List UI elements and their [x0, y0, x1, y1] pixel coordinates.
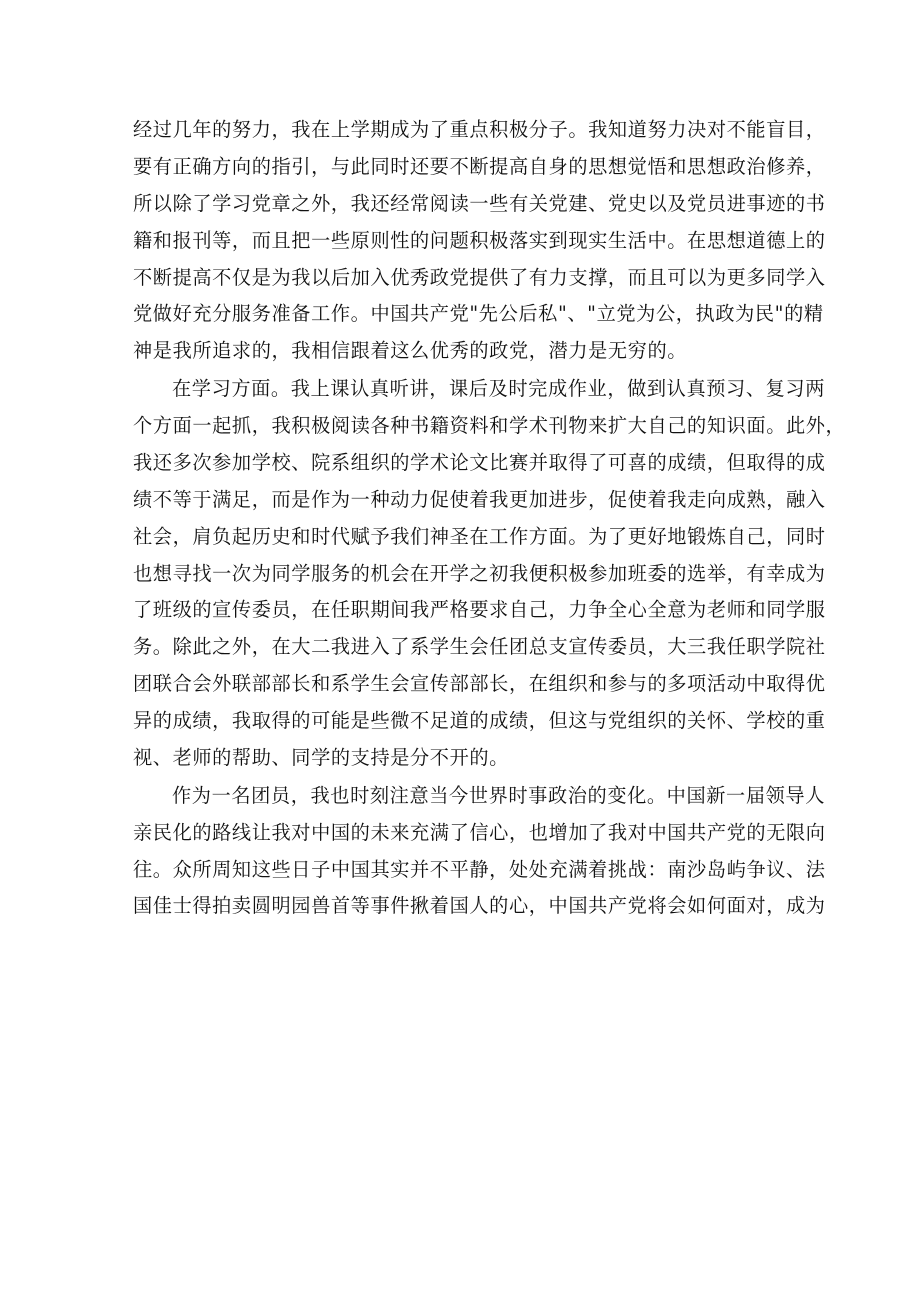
text-line: 社会，肩负起历史和时代赋予我们神圣在工作方面。为了更好地锻炼自己，同时	[133, 524, 826, 548]
text-line: 要有正确方向的指引，与此同时还要不断提高自身的思想觉悟和思想政治修养，	[133, 154, 826, 178]
text-line: 亲民化的路线让我对中国的未来充满了信心，也增加了我对中国共产党的无限向	[133, 820, 826, 844]
document-body	[133, 112, 846, 925]
text-line: 绩不等于满足，而是作为一种动力促使着我更加进步，促使着我走向成熟，融入	[133, 487, 826, 511]
paragraph-study-and-work	[133, 371, 846, 777]
text-line: 我还多次参加学校、院系组织的学术论文比赛并取得了可喜的成绩，但取得的成	[133, 450, 826, 474]
text-line: 经过几年的努力，我在上学期成为了重点积极分子。我知道努力决对不能盲目，	[133, 118, 826, 141]
text-line: 神是我所追求的，我相信跟着这么优秀的政党，潜力是无穷的。	[133, 339, 688, 363]
paragraph-party-activism	[133, 112, 826, 370]
text-line: 党做好充分服务准备工作。中国共产党"先公后私"、"立党为公，执政为民"的精	[133, 302, 824, 326]
text-line: 往。众所周知这些日子中国其实并不平静，处处充满着挑战：南沙岛屿争议、法	[133, 857, 826, 881]
text-line: 在学习方面。我上课认真听讲，课后及时完成作业，做到认真预习、复习两	[172, 377, 825, 401]
text-line: 国佳士得拍卖圆明园兽首等事件揪着国人的心，中国共产党将会如何面对，成为	[133, 894, 826, 918]
text-line: 所以除了学习党章之外，我还经常阅读一些有关党建、党史以及党员进事迹的书	[133, 191, 826, 215]
paragraph-current-affairs	[133, 778, 826, 926]
text-line: 不断提高不仅是为我以后加入优秀政党提供了有力支撑，而且可以为更多同学入	[133, 265, 826, 289]
text-line: 务。除此之外，在大二我进入了系学生会任团总支宣传委员，大三我任职学院社	[133, 635, 826, 659]
text-line: 也想寻找一次为同学服务的机会在开学之初我便积极参加班委的选举，有幸成为	[133, 561, 826, 585]
text-line: 视、老师的帮助、同学的支持是分不开的。	[133, 746, 509, 770]
text-line: 了班级的宣传委员，在任职期间我严格要求自己，力争全心全意为老师和同学服	[133, 598, 826, 622]
text-line: 团联合会外联部部长和系学生会宣传部部长，在组织和参与的多项活动中取得优	[133, 672, 826, 696]
text-line: 作为一名团员，我也时刻注意当今世界时事政治的变化。中国新一届领导人	[172, 783, 825, 807]
text-line: 个方面一起抓，我积极阅读各种书籍资料和学术刊物来扩大自己的知识面。此外，	[133, 414, 846, 438]
text-line: 籍和报刊等，而且把一些原则性的问题积极落实到现实生活中。在思想道德上的	[133, 228, 826, 252]
text-line: 异的成绩，我取得的可能是些微不足道的成绩，但这与党组织的关怀、学校的重	[133, 709, 826, 733]
